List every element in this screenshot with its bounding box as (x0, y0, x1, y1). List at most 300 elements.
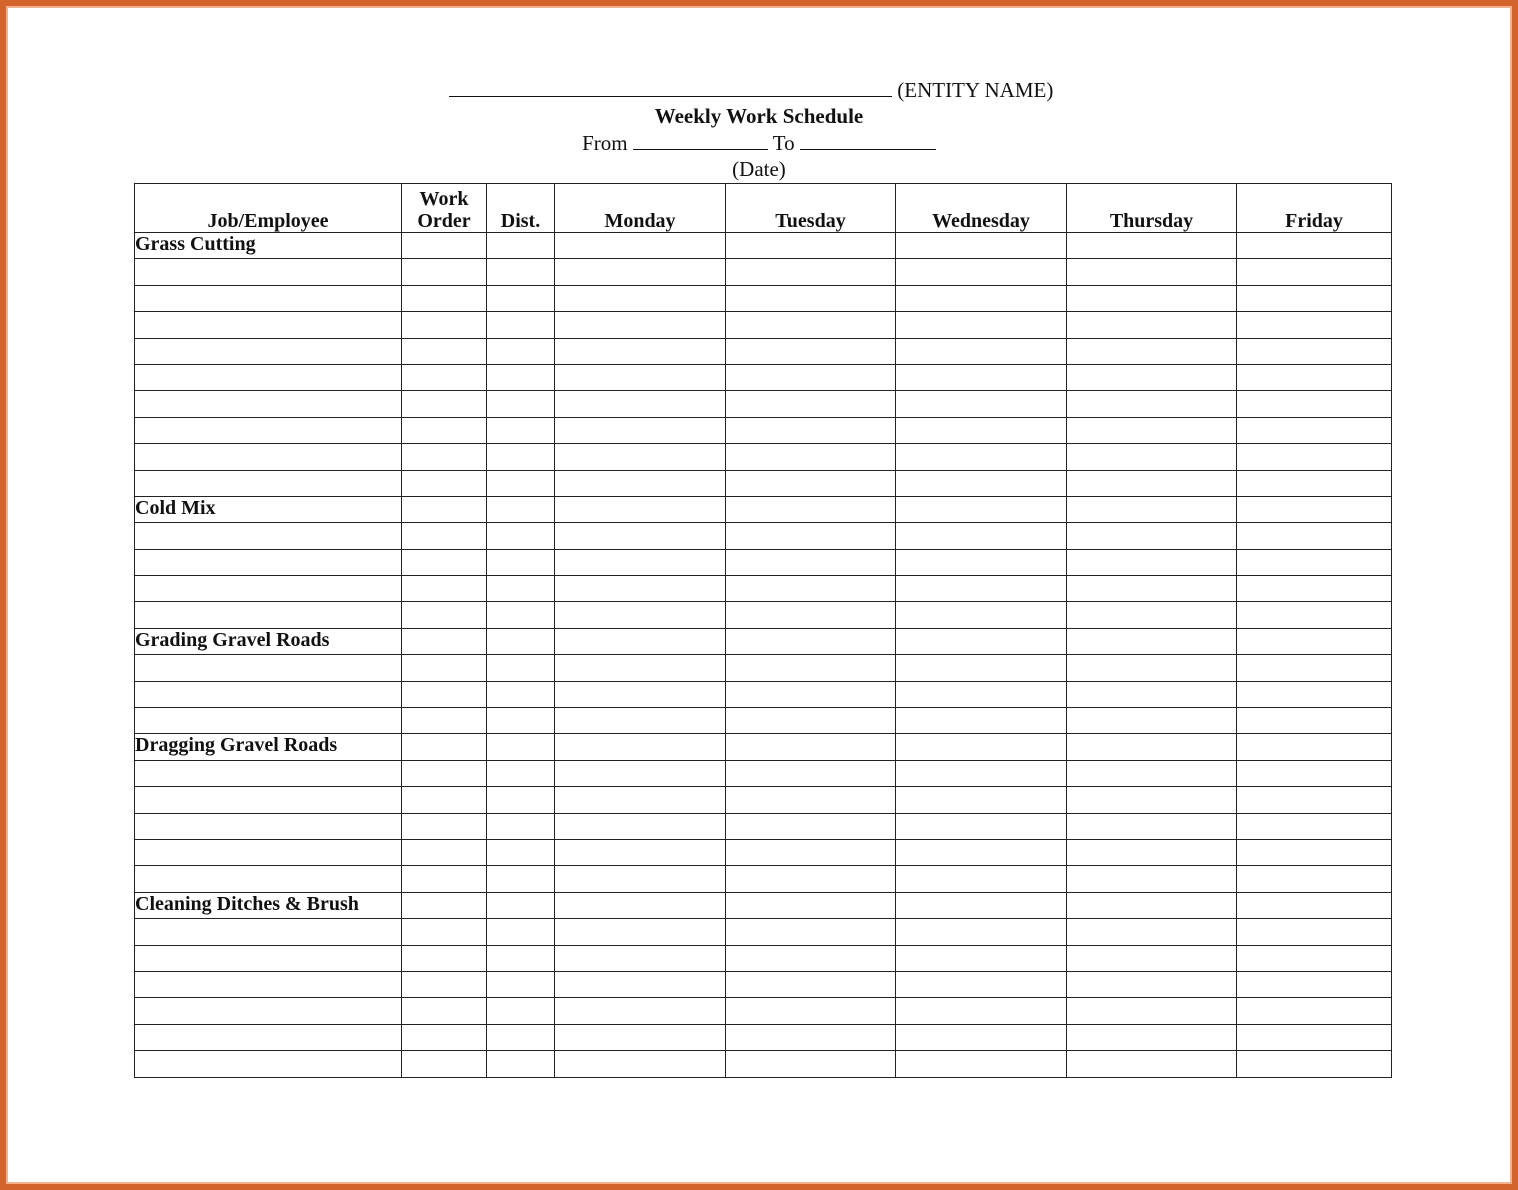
cell-wednesday[interactable] (896, 523, 1067, 549)
cell-work-order[interactable] (402, 760, 487, 786)
cell-job-employee[interactable] (135, 787, 402, 813)
cell-work-order[interactable] (402, 602, 487, 628)
cell-dist[interactable] (487, 364, 555, 390)
cell-thursday[interactable] (1067, 1051, 1237, 1077)
cell-tuesday[interactable] (726, 655, 896, 681)
col-work-label: Work (419, 188, 469, 210)
table-row (135, 1051, 1392, 1077)
cell-work-order[interactable] (402, 839, 487, 865)
cell-wednesday[interactable] (896, 681, 1067, 707)
schedule-body (135, 233, 1392, 1078)
cell-job-employee[interactable] (135, 945, 402, 971)
cell-monday[interactable] (555, 417, 726, 443)
cell-wednesday[interactable] (896, 760, 1067, 786)
table-row (135, 681, 1392, 707)
cell-work-order[interactable] (402, 919, 487, 945)
cell-tuesday[interactable] (726, 576, 896, 602)
cell-wednesday[interactable] (896, 655, 1067, 681)
cell-tuesday[interactable] (726, 1051, 896, 1077)
cell-dist[interactable] (487, 919, 555, 945)
cell-thursday[interactable] (1067, 760, 1237, 786)
table-row (135, 259, 1392, 285)
cell-tuesday[interactable] (726, 364, 896, 390)
from-label: From (582, 131, 628, 155)
cell-dist[interactable] (487, 787, 555, 813)
cell-wednesday[interactable] (896, 338, 1067, 364)
cell-monday[interactable] (555, 391, 726, 417)
cell-wednesday[interactable] (896, 1024, 1067, 1050)
cell-tuesday[interactable] (726, 285, 896, 311)
cell-wednesday[interactable] (896, 998, 1067, 1024)
cell-thursday[interactable] (1067, 681, 1237, 707)
cell-thursday[interactable] (1067, 233, 1237, 259)
cell-thursday[interactable] (1067, 576, 1237, 602)
cell-tuesday[interactable] (726, 417, 896, 443)
cell-job-employee[interactable] (135, 1024, 402, 1050)
cell-tuesday[interactable] (726, 945, 896, 971)
cell-job-employee[interactable] (135, 839, 402, 865)
cell-dist[interactable] (487, 681, 555, 707)
cell-friday[interactable] (1237, 364, 1392, 390)
cell-thursday[interactable] (1067, 391, 1237, 417)
cell-thursday[interactable] (1067, 338, 1237, 364)
cell-thursday[interactable] (1067, 470, 1237, 496)
cell-friday[interactable] (1237, 444, 1392, 470)
table-row (135, 312, 1392, 338)
cell-monday[interactable] (555, 998, 726, 1024)
table-row (135, 971, 1392, 997)
cell-monday[interactable] (555, 892, 726, 918)
cell-monday[interactable] (555, 1024, 726, 1050)
cell-work-order[interactable] (402, 259, 487, 285)
cell-wednesday[interactable] (896, 259, 1067, 285)
cell-wednesday[interactable] (896, 576, 1067, 602)
col-thursday: Thursday (1067, 184, 1237, 233)
cell-tuesday[interactable] (726, 496, 896, 522)
cell-work-order[interactable] (402, 945, 487, 971)
cell-work-order[interactable] (402, 628, 487, 654)
category-label: Grass Cutting (135, 233, 402, 259)
cell-dist[interactable] (487, 628, 555, 654)
cell-work-order[interactable] (402, 338, 487, 364)
cell-dist[interactable] (487, 602, 555, 628)
cell-tuesday[interactable] (726, 233, 896, 259)
cell-friday[interactable] (1237, 576, 1392, 602)
cell-dist[interactable] (487, 734, 555, 760)
cell-thursday[interactable] (1067, 364, 1237, 390)
cell-job-employee[interactable] (135, 523, 402, 549)
cell-friday[interactable] (1237, 1051, 1392, 1077)
cell-thursday[interactable] (1067, 708, 1237, 734)
category-row (135, 892, 1392, 918)
cell-work-order[interactable] (402, 787, 487, 813)
cell-wednesday[interactable] (896, 444, 1067, 470)
cell-job-employee[interactable] (135, 1051, 402, 1077)
cell-work-order[interactable] (402, 998, 487, 1024)
col-job-employee: Job/Employee (135, 184, 402, 233)
schedule-table (134, 183, 1392, 1078)
cell-job-employee[interactable] (135, 444, 402, 470)
cell-tuesday[interactable] (726, 866, 896, 892)
cell-friday[interactable] (1237, 312, 1392, 338)
cell-monday[interactable] (555, 496, 726, 522)
cell-dist[interactable] (487, 259, 555, 285)
cell-job-employee[interactable] (135, 998, 402, 1024)
cell-tuesday[interactable] (726, 971, 896, 997)
cell-tuesday[interactable] (726, 628, 896, 654)
cell-wednesday[interactable] (896, 602, 1067, 628)
cell-dist[interactable] (487, 312, 555, 338)
cell-friday[interactable] (1237, 417, 1392, 443)
table-row (135, 364, 1392, 390)
cell-friday[interactable] (1237, 233, 1392, 259)
table-row (135, 576, 1392, 602)
date-range-line (0, 131, 1518, 156)
cell-monday[interactable] (555, 1051, 726, 1077)
cell-dist[interactable] (487, 576, 555, 602)
cell-tuesday[interactable] (726, 919, 896, 945)
cell-dist[interactable] (487, 839, 555, 865)
cell-tuesday[interactable] (726, 708, 896, 734)
cell-work-order[interactable] (402, 1051, 487, 1077)
cell-dist[interactable] (487, 998, 555, 1024)
cell-job-employee[interactable] (135, 364, 402, 390)
cell-monday[interactable] (555, 364, 726, 390)
cell-dist[interactable] (487, 549, 555, 575)
table-row (135, 919, 1392, 945)
cell-dist[interactable] (487, 760, 555, 786)
entity-name-label: (ENTITY NAME) (897, 78, 1054, 102)
cell-friday[interactable] (1237, 998, 1392, 1024)
table-row (135, 444, 1392, 470)
cell-wednesday[interactable] (896, 233, 1067, 259)
cell-job-employee[interactable] (135, 602, 402, 628)
cell-job-employee[interactable] (135, 338, 402, 364)
cell-monday[interactable] (555, 549, 726, 575)
cell-wednesday[interactable] (896, 391, 1067, 417)
cell-work-order[interactable] (402, 417, 487, 443)
cell-monday[interactable] (555, 444, 726, 470)
cell-job-employee[interactable] (135, 417, 402, 443)
table-row (135, 839, 1392, 865)
cell-friday[interactable] (1237, 971, 1392, 997)
cell-monday[interactable] (555, 602, 726, 628)
cell-work-order[interactable] (402, 470, 487, 496)
col-work-order (402, 184, 487, 233)
cell-work-order[interactable] (402, 971, 487, 997)
cell-job-employee[interactable] (135, 549, 402, 575)
cell-wednesday[interactable] (896, 892, 1067, 918)
cell-thursday[interactable] (1067, 496, 1237, 522)
cell-work-order[interactable] (402, 734, 487, 760)
cell-job-employee[interactable] (135, 285, 402, 311)
from-date-blank[interactable] (633, 148, 768, 150)
cell-thursday[interactable] (1067, 312, 1237, 338)
cell-tuesday[interactable] (726, 998, 896, 1024)
cell-wednesday[interactable] (896, 971, 1067, 997)
cell-tuesday[interactable] (726, 523, 896, 549)
table-row (135, 760, 1392, 786)
cell-friday[interactable] (1237, 496, 1392, 522)
cell-dist[interactable] (487, 417, 555, 443)
cell-wednesday[interactable] (896, 919, 1067, 945)
cell-dist[interactable] (487, 444, 555, 470)
cell-dist[interactable] (487, 892, 555, 918)
cell-tuesday[interactable] (726, 338, 896, 364)
cell-thursday[interactable] (1067, 655, 1237, 681)
cell-tuesday[interactable] (726, 681, 896, 707)
cell-wednesday[interactable] (896, 839, 1067, 865)
table-row (135, 787, 1392, 813)
cell-friday[interactable] (1237, 892, 1392, 918)
cell-dist[interactable] (487, 655, 555, 681)
cell-work-order[interactable] (402, 444, 487, 470)
cell-dist[interactable] (487, 285, 555, 311)
cell-work-order[interactable] (402, 391, 487, 417)
cell-thursday[interactable] (1067, 998, 1237, 1024)
cell-wednesday[interactable] (896, 945, 1067, 971)
cell-friday[interactable] (1237, 285, 1392, 311)
cell-monday[interactable] (555, 919, 726, 945)
cell-wednesday[interactable] (896, 364, 1067, 390)
cell-dist[interactable] (487, 496, 555, 522)
cell-thursday[interactable] (1067, 259, 1237, 285)
cell-thursday[interactable] (1067, 444, 1237, 470)
cell-tuesday[interactable] (726, 813, 896, 839)
cell-monday[interactable] (555, 760, 726, 786)
cell-tuesday[interactable] (726, 892, 896, 918)
cell-work-order[interactable] (402, 1024, 487, 1050)
cell-friday[interactable] (1237, 523, 1392, 549)
cell-work-order[interactable] (402, 233, 487, 259)
cell-work-order[interactable] (402, 496, 487, 522)
cell-job-employee[interactable] (135, 866, 402, 892)
cell-job-employee[interactable] (135, 813, 402, 839)
category-label: Cleaning Ditches & Brush (135, 892, 402, 918)
category-row (135, 628, 1392, 654)
cell-thursday[interactable] (1067, 919, 1237, 945)
cell-friday[interactable] (1237, 866, 1392, 892)
cell-monday[interactable] (555, 576, 726, 602)
cell-wednesday[interactable] (896, 866, 1067, 892)
cell-monday[interactable] (555, 787, 726, 813)
entity-name-line (449, 78, 1053, 103)
cell-thursday[interactable] (1067, 628, 1237, 654)
cell-job-employee[interactable] (135, 391, 402, 417)
cell-dist[interactable] (487, 391, 555, 417)
cell-wednesday[interactable] (896, 470, 1067, 496)
to-label: To (772, 131, 795, 155)
cell-monday[interactable] (555, 971, 726, 997)
cell-wednesday[interactable] (896, 496, 1067, 522)
cell-dist[interactable] (487, 470, 555, 496)
cell-wednesday[interactable] (896, 628, 1067, 654)
cell-monday[interactable] (555, 523, 726, 549)
cell-friday[interactable] (1237, 655, 1392, 681)
cell-friday[interactable] (1237, 338, 1392, 364)
cell-work-order[interactable] (402, 813, 487, 839)
cell-thursday[interactable] (1067, 602, 1237, 628)
cell-monday[interactable] (555, 839, 726, 865)
cell-job-employee[interactable] (135, 259, 402, 285)
cell-thursday[interactable] (1067, 813, 1237, 839)
cell-work-order[interactable] (402, 655, 487, 681)
cell-tuesday[interactable] (726, 734, 896, 760)
table-row (135, 549, 1392, 575)
cell-tuesday[interactable] (726, 787, 896, 813)
cell-monday[interactable] (555, 233, 726, 259)
cell-dist[interactable] (487, 233, 555, 259)
cell-work-order[interactable] (402, 523, 487, 549)
cell-monday[interactable] (555, 866, 726, 892)
cell-thursday[interactable] (1067, 839, 1237, 865)
table-row (135, 338, 1392, 364)
cell-monday[interactable] (555, 259, 726, 285)
table-row (135, 1024, 1392, 1050)
cell-friday[interactable] (1237, 734, 1392, 760)
cell-work-order[interactable] (402, 576, 487, 602)
col-dist: Dist. (487, 184, 555, 233)
cell-friday[interactable] (1237, 839, 1392, 865)
category-label: Dragging Gravel Roads (135, 734, 402, 760)
cell-tuesday[interactable] (726, 602, 896, 628)
category-row (135, 734, 1392, 760)
cell-thursday[interactable] (1067, 549, 1237, 575)
cell-friday[interactable] (1237, 945, 1392, 971)
cell-job-employee[interactable] (135, 576, 402, 602)
cell-tuesday[interactable] (726, 760, 896, 786)
cell-job-employee[interactable] (135, 919, 402, 945)
cell-thursday[interactable] (1067, 285, 1237, 311)
cell-job-employee[interactable] (135, 971, 402, 997)
cell-friday[interactable] (1237, 787, 1392, 813)
cell-work-order[interactable] (402, 312, 487, 338)
entity-name-blank[interactable] (449, 95, 892, 97)
cell-dist[interactable] (487, 813, 555, 839)
cell-friday[interactable] (1237, 391, 1392, 417)
cell-thursday[interactable] (1067, 971, 1237, 997)
cell-friday[interactable] (1237, 681, 1392, 707)
cell-wednesday[interactable] (896, 787, 1067, 813)
cell-friday[interactable] (1237, 813, 1392, 839)
cell-job-employee[interactable] (135, 470, 402, 496)
cell-wednesday[interactable] (896, 734, 1067, 760)
cell-friday[interactable] (1237, 602, 1392, 628)
cell-friday[interactable] (1237, 1024, 1392, 1050)
cell-monday[interactable] (555, 734, 726, 760)
cell-friday[interactable] (1237, 470, 1392, 496)
cell-work-order[interactable] (402, 285, 487, 311)
cell-job-employee[interactable] (135, 681, 402, 707)
cell-monday[interactable] (555, 628, 726, 654)
cell-monday[interactable] (555, 470, 726, 496)
cell-wednesday[interactable] (896, 708, 1067, 734)
table-row (135, 417, 1392, 443)
cell-wednesday[interactable] (896, 813, 1067, 839)
cell-tuesday[interactable] (726, 470, 896, 496)
cell-thursday[interactable] (1067, 945, 1237, 971)
cell-job-employee[interactable] (135, 655, 402, 681)
table-row (135, 470, 1392, 496)
cell-tuesday[interactable] (726, 391, 896, 417)
cell-work-order[interactable] (402, 549, 487, 575)
cell-monday[interactable] (555, 708, 726, 734)
cell-friday[interactable] (1237, 919, 1392, 945)
cell-dist[interactable] (487, 1024, 555, 1050)
cell-monday[interactable] (555, 655, 726, 681)
page-title: Weekly Work Schedule (654, 104, 864, 128)
cell-thursday[interactable] (1067, 1024, 1237, 1050)
cell-friday[interactable] (1237, 259, 1392, 285)
cell-thursday[interactable] (1067, 734, 1237, 760)
cell-work-order[interactable] (402, 866, 487, 892)
cell-wednesday[interactable] (896, 312, 1067, 338)
cell-friday[interactable] (1237, 760, 1392, 786)
cell-wednesday[interactable] (896, 417, 1067, 443)
col-order-label: Order (417, 210, 471, 232)
cell-thursday[interactable] (1067, 417, 1237, 443)
cell-job-employee[interactable] (135, 760, 402, 786)
cell-dist[interactable] (487, 523, 555, 549)
cell-thursday[interactable] (1067, 523, 1237, 549)
header-row (135, 184, 1392, 233)
cell-tuesday[interactable] (726, 839, 896, 865)
cell-work-order[interactable] (402, 681, 487, 707)
table-row (135, 602, 1392, 628)
cell-job-employee[interactable] (135, 312, 402, 338)
cell-friday[interactable] (1237, 708, 1392, 734)
cell-dist[interactable] (487, 945, 555, 971)
cell-monday[interactable] (555, 338, 726, 364)
cell-tuesday[interactable] (726, 444, 896, 470)
cell-work-order[interactable] (402, 892, 487, 918)
to-date-blank[interactable] (800, 148, 936, 150)
cell-thursday[interactable] (1067, 892, 1237, 918)
table-row (135, 523, 1392, 549)
col-monday: Monday (555, 184, 726, 233)
cell-wednesday[interactable] (896, 1051, 1067, 1077)
cell-job-employee[interactable] (135, 708, 402, 734)
table-row (135, 866, 1392, 892)
table-row (135, 998, 1392, 1024)
cell-monday[interactable] (555, 285, 726, 311)
cell-friday[interactable] (1237, 628, 1392, 654)
cell-dist[interactable] (487, 1051, 555, 1077)
cell-monday[interactable] (555, 312, 726, 338)
cell-tuesday[interactable] (726, 259, 896, 285)
cell-work-order[interactable] (402, 364, 487, 390)
cell-dist[interactable] (487, 338, 555, 364)
cell-dist[interactable] (487, 708, 555, 734)
cell-dist[interactable] (487, 866, 555, 892)
cell-friday[interactable] (1237, 549, 1392, 575)
cell-work-order[interactable] (402, 708, 487, 734)
cell-thursday[interactable] (1067, 866, 1237, 892)
cell-thursday[interactable] (1067, 787, 1237, 813)
cell-monday[interactable] (555, 813, 726, 839)
cell-monday[interactable] (555, 945, 726, 971)
cell-tuesday[interactable] (726, 549, 896, 575)
table-row (135, 285, 1392, 311)
table-row (135, 655, 1392, 681)
col-tuesday: Tuesday (726, 184, 896, 233)
cell-dist[interactable] (487, 971, 555, 997)
cell-monday[interactable] (555, 681, 726, 707)
cell-tuesday[interactable] (726, 312, 896, 338)
cell-tuesday[interactable] (726, 1024, 896, 1050)
cell-wednesday[interactable] (896, 285, 1067, 311)
cell-wednesday[interactable] (896, 549, 1067, 575)
